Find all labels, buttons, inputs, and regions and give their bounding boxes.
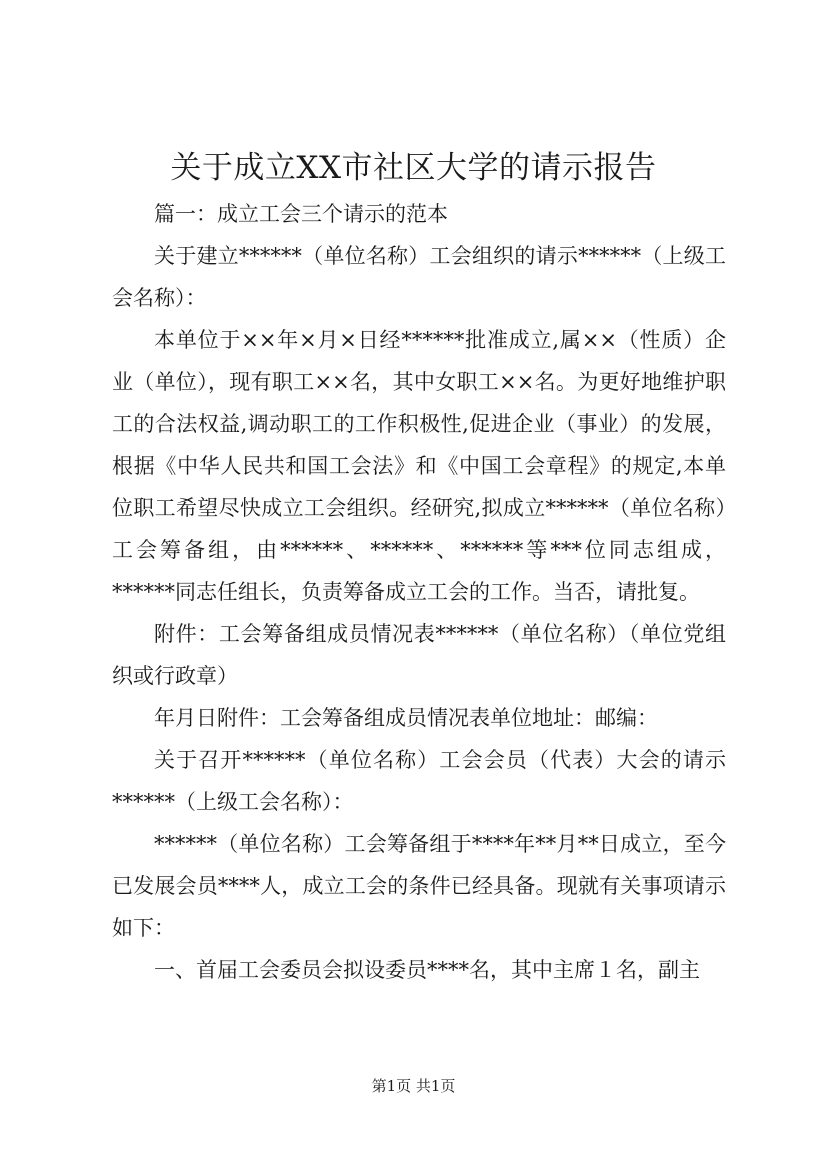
paragraph-meeting-request-title: 关于召开******（单位名称）工会会员（代表）大会的请示******（上级工会名称）： [112, 748, 726, 814]
paragraph-request-title: 关于建立******（单位名称）工会组织的请示******（上级工会名称）： [112, 244, 726, 310]
document-title: 关于成立XX市社区大学的请示报告 [170, 150, 657, 186]
page-footer: 第1页 共1页 [371, 1077, 456, 1095]
paragraph-section-heading: 篇一：成立工会三个请示的范本 [154, 202, 448, 226]
paragraph-meeting-request-body: ******（单位名称）工会筹备组于****年**月**日成立，至今已发展会员****人，成立工会的条件已经具备。现就有关事项请示如下： [112, 832, 726, 940]
paragraph-item-one: 一、首届工会委员会拟设委员****名，其中主席１名，副主 [154, 958, 700, 982]
document-body [112, 193, 726, 991]
paragraph-request-body: 本单位于××年×月×日经******批准成立,属××（性质）企业（单位），现有职工××名，其中女职工××名。为更好地维护职工的合法权益,调动职工的工作积极性,促进企业（事业）的发展，根据《中华人民共和国工会法》和《中国工会章程》的规定,本单位职工希望尽快成立工会组织。经研究,拟成立******（单位名称）工会筹备组，由******、******、******等***位同志组成，******同志任组长，负责筹备成立工会的工作。当否，请批复。 [112, 328, 726, 604]
paragraph-attachment: 附件：工会筹备组成员情况表******（单位名称）（单位党组织或行政章） [112, 622, 726, 688]
paragraph-date-address: 年月日附件：工会筹备组成员情况表单位地址：邮编： [154, 706, 658, 730]
